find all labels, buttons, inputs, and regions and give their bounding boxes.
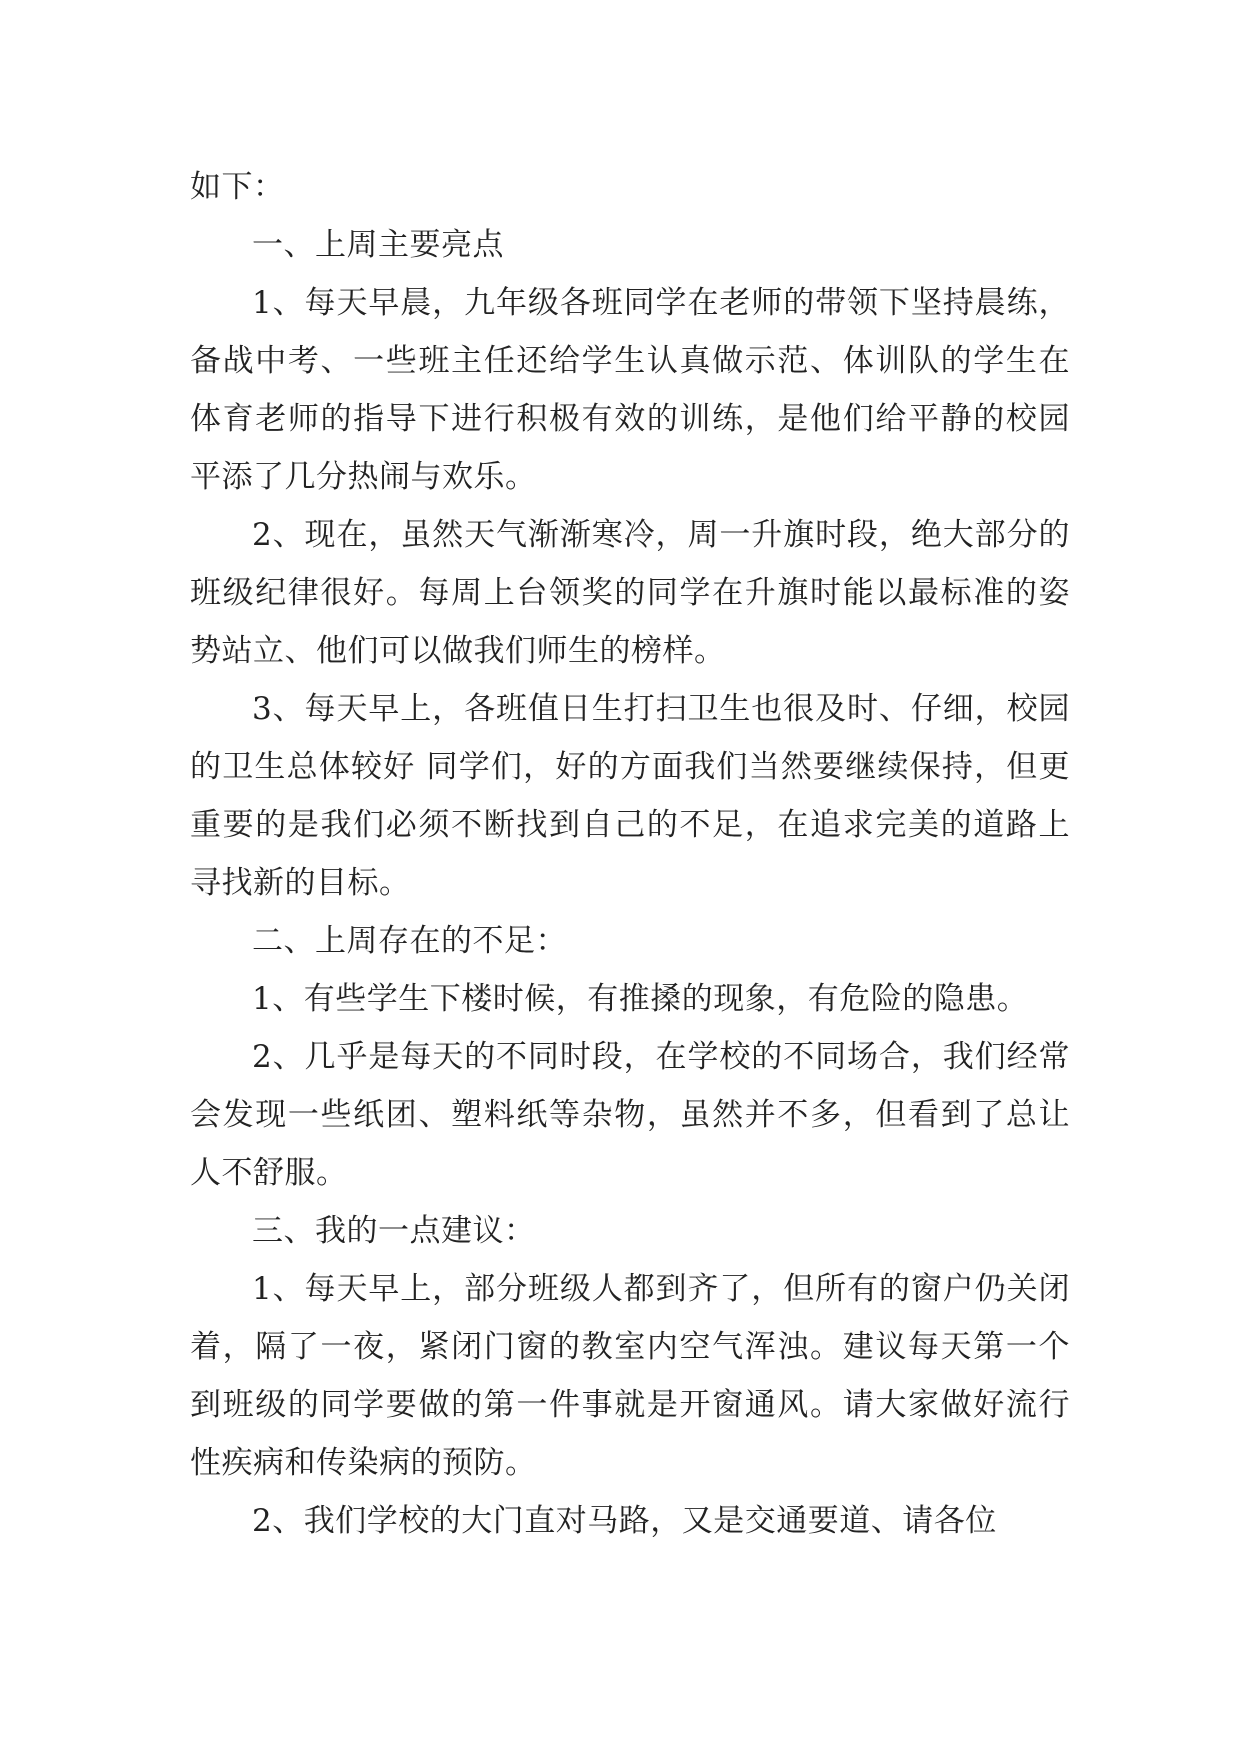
section-heading-suggestions: 三、我的一点建议： <box>252 1213 536 1249</box>
paragraph-shortcoming-2: 2、几乎是每天的不同时段，在学校的不同场合，我们经常会发现一些纸团、塑料纸等杂物，虽然并不多，但看到了总让人不舒服。 <box>190 1039 1070 1191</box>
paragraph-highlight-3: 3、每天早上，各班值日生打扫卫生也很及时、仔细，校园的卫生总体较好 同学们，好的方面我们当然要继续保持，但更重要的是我们必须不断找到自己的不足，在追求完美的道路上寻找新的目标。 <box>190 691 1070 901</box>
paragraph-suggestion-1: 1、每天早上，部分班级人都到齐了，但所有的窗户仍关闭着，隔了一夜，紧闭门窗的教室内空气浑浊。建议每天第一个到班级的同学要做的第一件事就是开窗通风。请大家做好流行性疾病和传染病的预防。 <box>190 1271 1070 1481</box>
paragraph-highlight-1: 1、每天早晨，九年级各班同学在老师的带领下坚持晨练，备战中考、一些班主任还给学生认真做示范、体训队的学生在体育老师的指导下进行积极有效的训练，是他们给平静的校园平添了几分热闹与欢乐。 <box>190 285 1070 495</box>
section-heading-highlights: 一、上周主要亮点 <box>252 227 504 263</box>
document-body <box>190 158 1070 1550</box>
section-heading-shortcomings: 二、上周存在的不足： <box>252 923 567 959</box>
paragraph-shortcoming-1: 1、有些学生下楼时候，有推搡的现象，有危险的隐患。 <box>252 981 1029 1017</box>
paragraph-highlight-2: 2、现在，虽然天气渐渐寒冷，周一升旗时段，绝大部分的班级纪律很好。每周上台领奖的同学在升旗时能以最标准的姿势站立、他们可以做我们师生的榜样。 <box>190 517 1070 669</box>
paragraph-intro: 如下： <box>190 169 285 205</box>
paragraph-suggestion-2: 2、我们学校的大门直对马路，又是交通要道、请各位 <box>252 1503 997 1539</box>
